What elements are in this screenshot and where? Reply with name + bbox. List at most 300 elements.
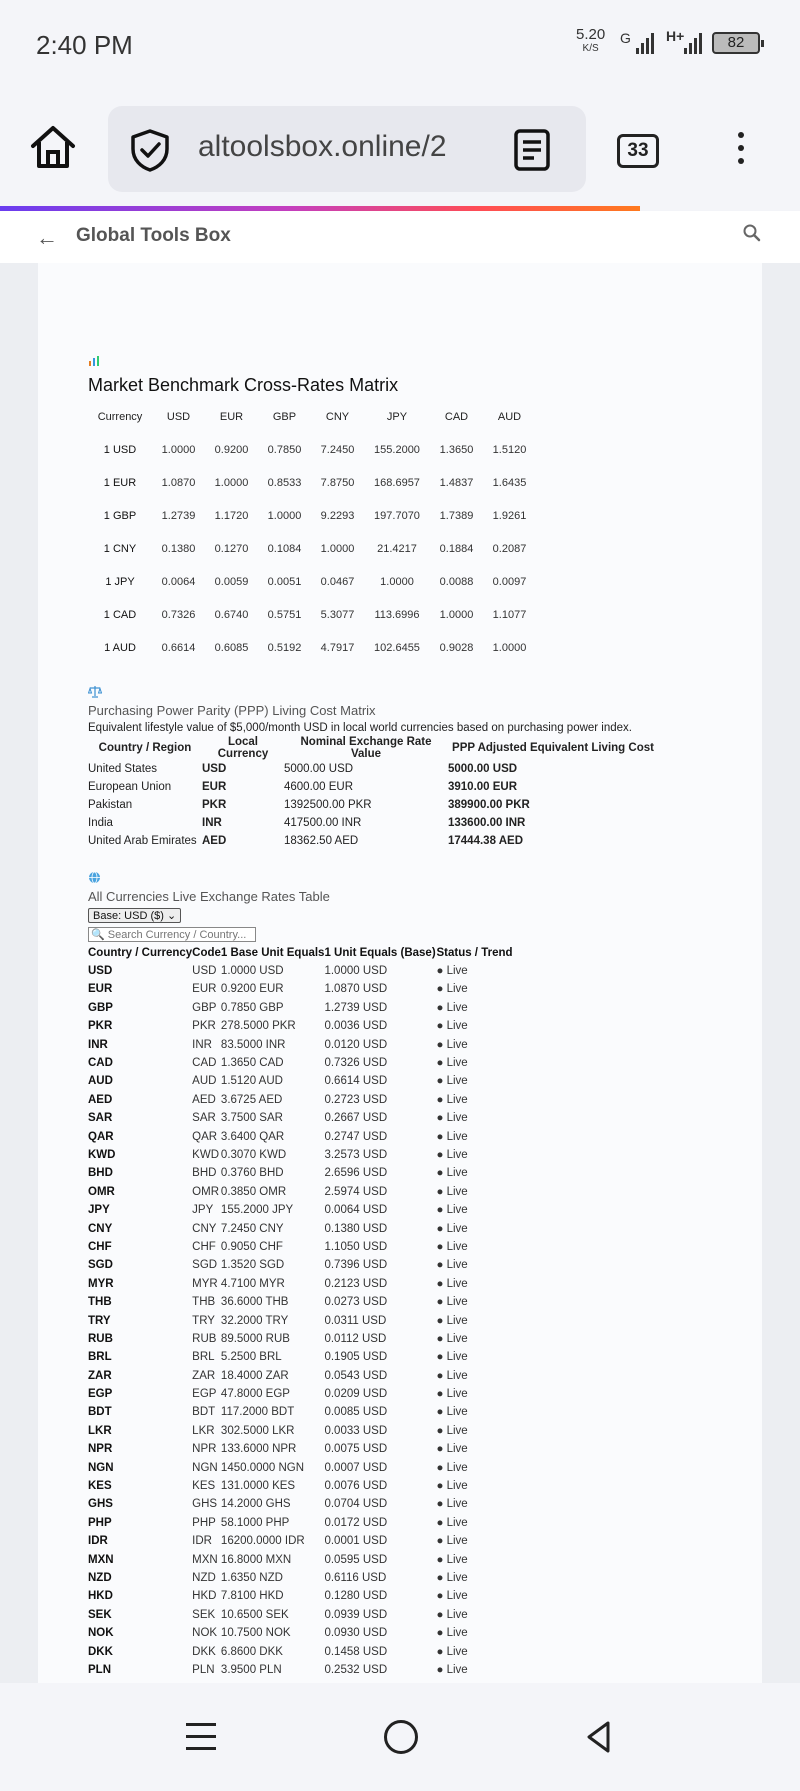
clock: 2:40 PM <box>36 30 133 60</box>
base-unit-value: 1.3520 SGD <box>220 1259 285 1272</box>
live-status-badge: ● Live <box>436 1332 468 1345</box>
currency-code: CAD <box>192 1057 217 1070</box>
rate-cell: 0.8533 <box>267 476 302 489</box>
live-status-badge: ● Live <box>436 1480 468 1493</box>
site-header <box>0 211 800 263</box>
currency-name: IDR <box>88 1535 108 1548</box>
country-name: Pakistan <box>88 799 133 811</box>
unit-base-value: 0.2667 USD <box>324 1112 388 1125</box>
unit-base-value: 0.0704 USD <box>324 1498 388 1511</box>
currency-name: EUR <box>88 983 113 996</box>
rate-cell: 0.9028 <box>439 641 474 654</box>
rate-cell: 155.2000 <box>374 443 420 456</box>
currency-name: MXN <box>88 1553 114 1566</box>
nominal-value: 5000.00 USD <box>284 763 354 775</box>
currency-code: LKR <box>192 1424 215 1437</box>
currency-code: NZD <box>192 1571 216 1584</box>
currency-name: PLN <box>88 1663 111 1676</box>
base-unit-value: 32.2000 TRY <box>220 1314 289 1327</box>
currency-code: EUR <box>202 781 227 793</box>
currency-name: ZAR <box>88 1369 112 1382</box>
network-type-2: H+ <box>666 28 685 44</box>
unit-base-value: 0.0543 USD <box>324 1369 388 1382</box>
currency-code: DKK <box>192 1645 216 1658</box>
ppp-title: Purchasing Power Parity (PPP) Living Cost Matrix <box>88 703 376 718</box>
table-row <box>88 1458 516 1476</box>
reader-mode-icon[interactable] <box>512 128 554 172</box>
currency-code: ZAR <box>192 1369 216 1382</box>
column-header: Local Currency <box>217 736 269 760</box>
rate-cell: 0.0467 <box>320 575 355 588</box>
base-unit-value: 1.0000 USD <box>220 965 284 978</box>
base-unit-value: 0.3070 KWD <box>220 1148 287 1161</box>
currency-code: IDR <box>192 1535 212 1548</box>
unit-base-value: 0.0120 USD <box>324 1038 388 1051</box>
base-unit-value: 155.2000 JPY <box>220 1204 294 1217</box>
content-card <box>38 263 762 1683</box>
table-row <box>88 962 516 980</box>
currency-code: TRY <box>192 1314 215 1327</box>
table-row <box>88 565 536 598</box>
currency-name: PKR <box>88 1020 113 1033</box>
page-content <box>0 263 800 1683</box>
cross-rates-title: Market Benchmark Cross-Rates Matrix <box>88 375 399 395</box>
rate-cell: 0.1884 <box>439 542 474 555</box>
table-header-row <box>88 736 658 760</box>
live-status-badge: ● Live <box>436 983 468 996</box>
home-icon[interactable] <box>28 122 78 172</box>
rate-cell: 9.2293 <box>320 509 355 522</box>
base-unit-value: 3.7500 SAR <box>220 1112 283 1125</box>
unit-base-value: 0.0209 USD <box>324 1388 388 1401</box>
currency-code: KES <box>192 1480 216 1493</box>
table-header-row <box>88 944 516 962</box>
currency-name: AUD <box>88 1075 113 1088</box>
rate-cell: 7.2450 <box>320 443 355 456</box>
table-row <box>88 1293 516 1311</box>
currency-code: NGN <box>192 1461 218 1474</box>
url-text[interactable]: altoolsbox.online/2 <box>198 130 447 163</box>
base-unit-value: 1.5120 AUD <box>220 1075 283 1088</box>
ppp-value: 389900.00 PKR <box>448 799 530 811</box>
site-title[interactable]: Global Tools Box <box>76 225 231 246</box>
rate-cell: 7.8750 <box>320 476 355 489</box>
unit-base-value: 3.2573 USD <box>324 1148 388 1161</box>
currency-name: BRL <box>88 1351 112 1364</box>
currency-code: INR <box>192 1038 212 1051</box>
rate-cell: 1.1720 <box>214 509 249 522</box>
ppp-value: 3910.00 EUR <box>448 781 518 793</box>
currency-code: OMR <box>192 1185 220 1198</box>
table-row <box>88 466 536 499</box>
currency-code: KWD <box>192 1148 220 1161</box>
nominal-value: 18362.50 AED <box>284 835 359 847</box>
live-rates-table <box>88 944 516 1680</box>
column-header: Code <box>192 946 221 959</box>
table-row <box>88 1642 516 1660</box>
rate-cell: 1.0000 <box>320 542 355 555</box>
live-rates-section <box>88 871 516 1679</box>
base-unit-value: 47.8000 EGP <box>220 1388 290 1401</box>
signal-icon-2 <box>684 30 702 54</box>
currency-name: KWD <box>88 1148 116 1161</box>
unit-base-value: 2.6596 USD <box>324 1167 388 1180</box>
table-row <box>88 980 516 998</box>
currency-name: CNY <box>88 1222 113 1235</box>
unit-base-value: 0.6116 USD <box>324 1571 387 1584</box>
live-status-badge: ● Live <box>436 1112 468 1125</box>
base-unit-value: 3.9500 PLN <box>220 1663 282 1676</box>
live-status-badge: ● Live <box>436 1351 468 1364</box>
unit-base-value: 0.0076 USD <box>324 1480 388 1493</box>
speed-unit: K/S <box>582 43 599 54</box>
base-currency-value: Base: USD ($) <box>93 910 164 922</box>
live-status-badge: ● Live <box>436 1296 468 1309</box>
currency-name: PHP <box>88 1516 112 1529</box>
currency-code: NPR <box>192 1443 217 1456</box>
currency-code: AED <box>202 835 227 847</box>
currency-code: BDT <box>192 1406 216 1419</box>
base-unit-value: 10.7500 NOK <box>220 1627 291 1640</box>
row-header: 1 EUR <box>103 476 137 489</box>
live-status-badge: ● Live <box>436 1130 468 1143</box>
rate-cell: 0.2087 <box>492 542 527 555</box>
table-body <box>88 962 516 1679</box>
currency-code: INR <box>202 817 222 829</box>
currency-code: USD <box>202 763 227 775</box>
base-unit-value: 89.5000 RUB <box>220 1332 290 1345</box>
rate-cell: 1.0000 <box>161 443 196 456</box>
column-header: JPY <box>386 410 408 423</box>
live-rates-title: All Currencies Live Exchange Rates Table <box>88 889 330 904</box>
table-row <box>88 1256 516 1274</box>
table-row <box>88 1275 516 1293</box>
network-speed <box>576 28 605 56</box>
address-bar[interactable] <box>108 106 586 192</box>
currency-code: QAR <box>192 1130 218 1143</box>
country-name: European Union <box>88 781 172 793</box>
live-status-badge: ● Live <box>436 1516 468 1529</box>
unit-base-value: 0.0939 USD <box>324 1608 388 1621</box>
table-row <box>88 778 658 796</box>
rate-cell: 113.6996 <box>374 608 420 621</box>
live-status-badge: ● Live <box>436 1185 468 1198</box>
live-status-badge: ● Live <box>436 1204 468 1217</box>
table-row <box>88 1035 516 1053</box>
rate-cell: 1.1077 <box>492 608 527 621</box>
currency-code: JPY <box>192 1204 214 1217</box>
column-header: Country / Region <box>98 742 192 754</box>
column-header: 1 Base Unit Equals <box>220 946 325 959</box>
table-row <box>88 1238 516 1256</box>
base-unit-value: 131.0000 KES <box>220 1480 296 1493</box>
unit-base-value: 0.0007 USD <box>324 1461 388 1474</box>
live-status-badge: ● Live <box>436 1240 468 1253</box>
rate-cell: 0.6740 <box>214 608 249 621</box>
live-status-badge: ● Live <box>436 1075 468 1088</box>
table-row <box>88 1091 516 1109</box>
live-status-badge: ● Live <box>436 1663 468 1676</box>
unit-base-value: 0.0311 USD <box>324 1314 387 1327</box>
currency-name: JPY <box>88 1204 110 1217</box>
table-row <box>88 1109 516 1127</box>
live-status-badge: ● Live <box>436 1498 468 1511</box>
base-currency-select[interactable]: Base: USD ($) ⌄ <box>88 908 181 923</box>
currency-name: RUB <box>88 1332 113 1345</box>
live-status-badge: ● Live <box>436 1627 468 1640</box>
base-unit-value: 278.5000 PKR <box>220 1020 296 1033</box>
unit-base-value: 0.0273 USD <box>324 1296 388 1309</box>
column-header: Country / Currency <box>88 946 193 959</box>
column-header: Currency <box>97 410 143 423</box>
column-header: 1 Unit Equals (Base) <box>324 946 436 959</box>
ppp-value: 17444.38 AED <box>448 835 524 847</box>
shield-icon[interactable] <box>128 128 172 172</box>
column-header: CAD <box>444 410 469 423</box>
live-status-badge: ● Live <box>436 1314 468 1327</box>
table-body <box>88 433 536 664</box>
currency-name: GBP <box>88 1001 113 1014</box>
rate-cell: 197.7070 <box>374 509 420 522</box>
currency-name: SEK <box>88 1608 112 1621</box>
rate-cell: 0.5751 <box>267 608 302 621</box>
base-unit-value: 302.5000 LKR <box>220 1424 295 1437</box>
base-unit-value: 36.6000 THB <box>220 1296 289 1309</box>
base-unit-value: 83.5000 INR <box>220 1038 286 1051</box>
live-status-badge: ● Live <box>436 1553 468 1566</box>
base-unit-value: 7.2450 CNY <box>220 1222 284 1235</box>
column-header: CNY <box>325 410 350 423</box>
rate-cell: 5.3077 <box>320 608 355 621</box>
base-unit-value: 10.6500 SEK <box>220 1608 289 1621</box>
currency-name: DKK <box>88 1645 113 1658</box>
currency-name: OMR <box>88 1185 115 1198</box>
base-unit-value: 18.4000 ZAR <box>220 1369 289 1382</box>
base-unit-value: 3.6400 QAR <box>220 1130 285 1143</box>
currency-name: USD <box>88 965 113 978</box>
table-row <box>88 499 536 532</box>
base-unit-value: 4.7100 MYR <box>220 1277 285 1290</box>
row-header: 1 USD <box>103 443 137 456</box>
tab-count: 33 <box>627 140 649 161</box>
currency-name: BDT <box>88 1406 112 1419</box>
base-unit-value: 1.6350 NZD <box>220 1571 283 1584</box>
table-row <box>88 1532 516 1550</box>
browser-toolbar <box>0 92 800 208</box>
ppp-table <box>88 736 658 850</box>
rate-cell: 0.1084 <box>267 542 302 555</box>
base-unit-value: 0.3760 BHD <box>220 1167 284 1180</box>
tab-count-button[interactable] <box>617 134 659 168</box>
unit-base-value: 0.2532 USD <box>324 1663 388 1676</box>
rate-cell: 0.6614 <box>161 641 196 654</box>
table-row <box>88 1440 516 1458</box>
table-row <box>88 1569 516 1587</box>
currency-name: BHD <box>88 1167 113 1180</box>
rate-cell: 1.6435 <box>492 476 527 489</box>
currency-name: EGP <box>88 1388 113 1401</box>
table-row <box>88 1183 516 1201</box>
live-status-badge: ● Live <box>436 1406 468 1419</box>
unit-base-value: 1.2739 USD <box>324 1001 388 1014</box>
ppp-section <box>88 685 658 850</box>
rate-cell: 1.0000 <box>214 476 249 489</box>
currency-code: MXN <box>192 1553 218 1566</box>
rate-cell: 0.0059 <box>214 575 249 588</box>
rate-cell: 0.0064 <box>161 575 196 588</box>
battery-icon <box>712 32 760 54</box>
unit-base-value: 0.2123 USD <box>324 1277 388 1290</box>
column-header: AUD <box>497 410 522 423</box>
currency-code: AED <box>192 1093 216 1106</box>
rate-cell: 0.5192 <box>267 641 302 654</box>
column-header: PPP Adjusted Equivalent Living Cost <box>452 742 654 754</box>
currency-name: NPR <box>88 1443 113 1456</box>
unit-base-value: 0.0064 USD <box>324 1204 388 1217</box>
currency-code: PKR <box>192 1020 216 1033</box>
rate-cell: 1.2739 <box>161 509 196 522</box>
rate-cell: 0.0051 <box>267 575 302 588</box>
currency-name: CAD <box>88 1057 113 1070</box>
table-row <box>88 1587 516 1605</box>
unit-base-value: 1.1050 USD <box>324 1240 388 1253</box>
table-row <box>88 1422 516 1440</box>
base-unit-value: 0.7850 GBP <box>220 1001 284 1014</box>
rate-cell: 1.0000 <box>267 509 302 522</box>
back-arrow-icon[interactable]: ← <box>36 225 58 250</box>
column-header: GBP <box>272 410 297 423</box>
base-unit-value: 1.3650 CAD <box>220 1057 284 1070</box>
live-status-badge: ● Live <box>436 1277 468 1290</box>
back-triangle-icon[interactable] <box>584 1719 614 1755</box>
country-name: India <box>88 817 113 829</box>
country-name: United States <box>88 763 158 775</box>
table-row <box>88 1127 516 1145</box>
table-row <box>88 1385 516 1403</box>
rate-cell: 4.7917 <box>320 641 355 654</box>
currency-code: USD <box>192 965 217 978</box>
nominal-value: 417500.00 INR <box>284 817 362 829</box>
table-row <box>88 814 658 832</box>
live-status-badge: ● Live <box>436 965 468 978</box>
live-status-badge: ● Live <box>436 1001 468 1014</box>
rate-cell: 0.1380 <box>161 542 196 555</box>
currency-name: NGN <box>88 1461 114 1474</box>
rate-cell: 1.5120 <box>492 443 527 456</box>
currency-name: GHS <box>88 1498 113 1511</box>
unit-base-value: 0.1458 USD <box>324 1645 388 1658</box>
table-row <box>88 999 516 1017</box>
table-row <box>88 1514 516 1532</box>
table-row <box>88 1164 516 1182</box>
table-row <box>88 1330 516 1348</box>
table-row <box>88 832 658 850</box>
live-status-badge: ● Live <box>436 1369 468 1382</box>
currency-code: PLN <box>192 1663 215 1676</box>
table-row <box>88 1054 516 1072</box>
nominal-value: 4600.00 EUR <box>284 781 354 793</box>
currency-code: CNY <box>192 1222 217 1235</box>
row-header: 1 CNY <box>103 542 137 555</box>
currency-code: GHS <box>192 1498 218 1511</box>
unit-base-value: 0.0930 USD <box>324 1627 388 1640</box>
table-row <box>88 1219 516 1237</box>
live-status-badge: ● Live <box>436 1148 468 1161</box>
live-status-badge: ● Live <box>436 1038 468 1051</box>
ppp-value: 5000.00 USD <box>448 763 518 775</box>
table-row <box>88 598 536 631</box>
table-row <box>88 1146 516 1164</box>
currency-code: HKD <box>192 1590 217 1603</box>
table-row <box>88 1366 516 1384</box>
recents-icon[interactable] <box>186 1723 216 1751</box>
currency-name: THB <box>88 1296 112 1309</box>
table-row <box>88 631 536 664</box>
currency-code: SEK <box>192 1608 216 1621</box>
base-unit-value: 7.8100 HKD <box>220 1590 284 1603</box>
unit-base-value: 0.2747 USD <box>324 1130 388 1143</box>
currency-name: QAR <box>88 1130 114 1143</box>
rate-cell: 1.0000 <box>380 575 414 588</box>
base-unit-value: 1450.0000 NGN <box>220 1461 305 1474</box>
home-circle-icon[interactable] <box>384 1720 418 1754</box>
currency-code: SAR <box>192 1112 216 1125</box>
rate-cell: 0.7326 <box>161 608 196 621</box>
live-status-badge: ● Live <box>436 1259 468 1272</box>
base-unit-value: 0.9200 EUR <box>220 983 284 996</box>
unit-base-value: 0.6614 USD <box>324 1075 388 1088</box>
rate-cell: 0.6085 <box>214 641 249 654</box>
globe-icon <box>88 871 516 887</box>
unit-base-value: 0.0033 USD <box>324 1424 388 1437</box>
base-unit-value: 58.1000 PHP <box>220 1516 290 1529</box>
currency-code: PHP <box>192 1516 216 1529</box>
chart-icon <box>88 355 536 371</box>
currency-code: BRL <box>192 1351 215 1364</box>
currency-name: CHF <box>88 1240 112 1253</box>
unit-base-value: 1.0000 USD <box>324 965 388 978</box>
network-type-1: G <box>620 30 631 46</box>
rate-cell: 0.9200 <box>214 443 249 456</box>
table-row <box>88 1550 516 1568</box>
unit-base-value: 0.0036 USD <box>324 1020 388 1033</box>
live-status-badge: ● Live <box>436 1167 468 1180</box>
search-icon[interactable] <box>742 223 762 243</box>
currency-search-input[interactable] <box>88 927 256 942</box>
live-status-badge: ● Live <box>436 1020 468 1033</box>
currency-name: NZD <box>88 1571 112 1584</box>
live-status-badge: ● Live <box>436 1057 468 1070</box>
cross-rates-section <box>88 355 536 664</box>
rate-cell: 1.3650 <box>439 443 474 456</box>
live-status-badge: ● Live <box>436 1222 468 1235</box>
currency-code: MYR <box>192 1277 218 1290</box>
base-unit-value: 133.6000 NPR <box>220 1443 297 1456</box>
more-options-icon[interactable] <box>736 132 746 172</box>
row-header: 1 CAD <box>103 608 137 621</box>
live-status-badge: ● Live <box>436 1590 468 1603</box>
table-row <box>88 796 658 814</box>
currency-name: SGD <box>88 1259 113 1272</box>
currency-code: CHF <box>192 1240 216 1253</box>
rate-cell: 1.7389 <box>439 509 474 522</box>
currency-code: AUD <box>192 1075 217 1088</box>
rate-cell: 168.6957 <box>374 476 420 489</box>
table-row <box>88 1403 516 1421</box>
signal-icon <box>636 30 654 54</box>
table-row <box>88 1072 516 1090</box>
unit-base-value: 0.0172 USD <box>324 1516 388 1529</box>
